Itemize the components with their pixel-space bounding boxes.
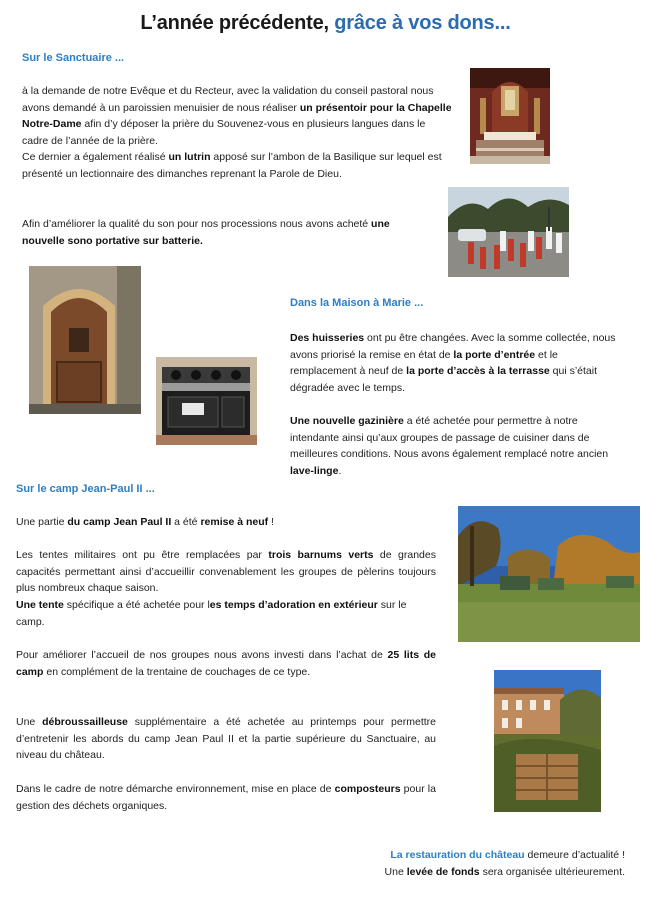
emphasis-text: une nouvelle sono portative sur batterie. — [22, 218, 390, 247]
emphasis-text: Une nouvelle gazinière — [290, 415, 404, 427]
emphasis-text: du camp Jean Paul II — [67, 516, 172, 528]
camp-paragraph-6 — [16, 781, 436, 814]
body-text: ont pu être changées. Avec la somme collectée, nous avons priorisé la remise en état de — [290, 332, 616, 361]
emphasis-text: un présentoir pour la Chapelle Notre-Dame — [22, 101, 452, 130]
sanctuaire-paragraph-1 — [22, 83, 454, 149]
body-text: Pour améliorer l’accueil de nos groupes nous avons investi dans l’achat de — [16, 649, 388, 661]
body-text: Afin d’améliorer la qualité du son pour nos processions nous avons acheté — [22, 218, 372, 230]
emphasis-text: lave-linge — [290, 464, 339, 477]
emphasis-text: Une tente — [16, 599, 64, 611]
section-heading-sanctuaire: Sur le Sanctuaire ... — [22, 52, 125, 64]
body-text: Une — [16, 716, 43, 728]
sanctuaire-paragraph-3 — [22, 216, 422, 249]
body-text: à la demande de notre Evêque et du Recteur, avec la validation du conseil pastoral nous avons demandé à un paroissien menuisier de nous réaliser — [22, 85, 434, 114]
camp-paragraph-1 — [16, 514, 436, 531]
body-text: Une partie — [16, 516, 68, 528]
procession-photo — [448, 187, 569, 277]
chateau-composters-photo — [494, 670, 601, 812]
body-text: apposé sur l’ambon de la Basilique sur lequel est présenté un lectionnaire des dimanches reprenant la Parole de Dieu. — [22, 151, 442, 180]
emphasis-text: un lutrin — [168, 151, 211, 163]
body-text: Dans le cadre de notre démarche environnement, mise en place de — [16, 783, 335, 795]
title-highlight: grâce à vos dons... — [334, 12, 511, 34]
emphasis-text: es temps d’adoration en extérieur — [209, 599, 378, 611]
maison-paragraph-2 — [290, 413, 622, 479]
emphasis-text: la porte d’entrée — [453, 348, 536, 361]
body-text: en complément de la trentaine de couchages de ce type. — [43, 665, 311, 678]
emphasis-text: Des huisseries — [290, 332, 365, 344]
emphasis-text: trois barnums verts — [268, 549, 374, 561]
emphasis-text: La restauration du château — [390, 849, 525, 861]
body-text: et le remplacement à neuf de — [290, 348, 558, 377]
body-text: sera organisée ultérieurement. — [479, 866, 625, 878]
emphasis-text: la porte d’accès à la terrasse — [406, 365, 550, 377]
maison-paragraph-1 — [290, 330, 622, 396]
camp-paragraph-4 — [16, 647, 436, 680]
chateau-line-1 — [390, 847, 625, 864]
body-text: spécifique a été achetée pour l — [63, 599, 210, 611]
emphasis-text: débroussailleuse — [42, 716, 128, 728]
emphasis-text: remise à neuf — [200, 516, 269, 528]
body-text: demeure d’actualité ! — [524, 849, 625, 861]
body-text: . — [338, 464, 342, 477]
body-text: sur le camp. — [16, 599, 407, 628]
body-text: de grandes capacités permettant ainsi d’accueillir convenablement les groupes de pèlerins toujours plus nombreux chaque saison. — [16, 549, 436, 594]
body-text: pour la gestion des déchets organiques. — [16, 783, 436, 812]
emphasis-text: 25 lits de camp — [16, 649, 436, 678]
section-heading-camp: Sur le camp Jean-Paul II ... — [16, 483, 155, 495]
body-text: afin d’y déposer la prière du Souvenez-vous en plusieurs langues dans le cadre de l’année de la prière. — [22, 118, 426, 147]
camp-paragraph-2 — [16, 547, 436, 597]
body-text: a été achetée pour permettre à notre intendante ainsi qu’aux groupes de passage de cuisiner dans de meilleures conditions. Nous avons également remplacé notre ancien — [290, 415, 609, 460]
body-text: supplémentaire a été achetée au printemps pour permettre d’entretenir les abords du camp Jean Paul II et la partie supérieure du Sanctuaire, au niveau du château. — [16, 716, 436, 761]
sanctuaire-paragraph-2 — [22, 149, 454, 182]
section-heading-maison: Dans la Maison à Marie ... — [290, 297, 424, 309]
title-main: L’année précédente, — [140, 12, 329, 34]
chapel-altar-photo — [470, 68, 550, 164]
gas-stove-photo — [156, 357, 257, 445]
page-title — [0, 12, 651, 35]
body-text: qui s’était dégradée avec le temps. — [290, 365, 598, 394]
camp-paragraph-5 — [16, 714, 436, 764]
chateau-line-2 — [385, 864, 625, 881]
emphasis-text: composteurs — [334, 783, 401, 795]
body-text: a été — [171, 516, 201, 528]
body-text: Les tentes militaires ont pu être remplacées par — [16, 549, 269, 561]
camp-paragraph-3 — [16, 597, 436, 630]
camp-barnums-photo — [458, 506, 640, 642]
entrance-door-photo — [29, 266, 141, 414]
body-text: Ce dernier a également réalisé — [22, 151, 169, 163]
emphasis-text: levée de fonds — [406, 866, 480, 878]
body-text: Une — [384, 866, 407, 878]
body-text: ! — [268, 516, 274, 528]
